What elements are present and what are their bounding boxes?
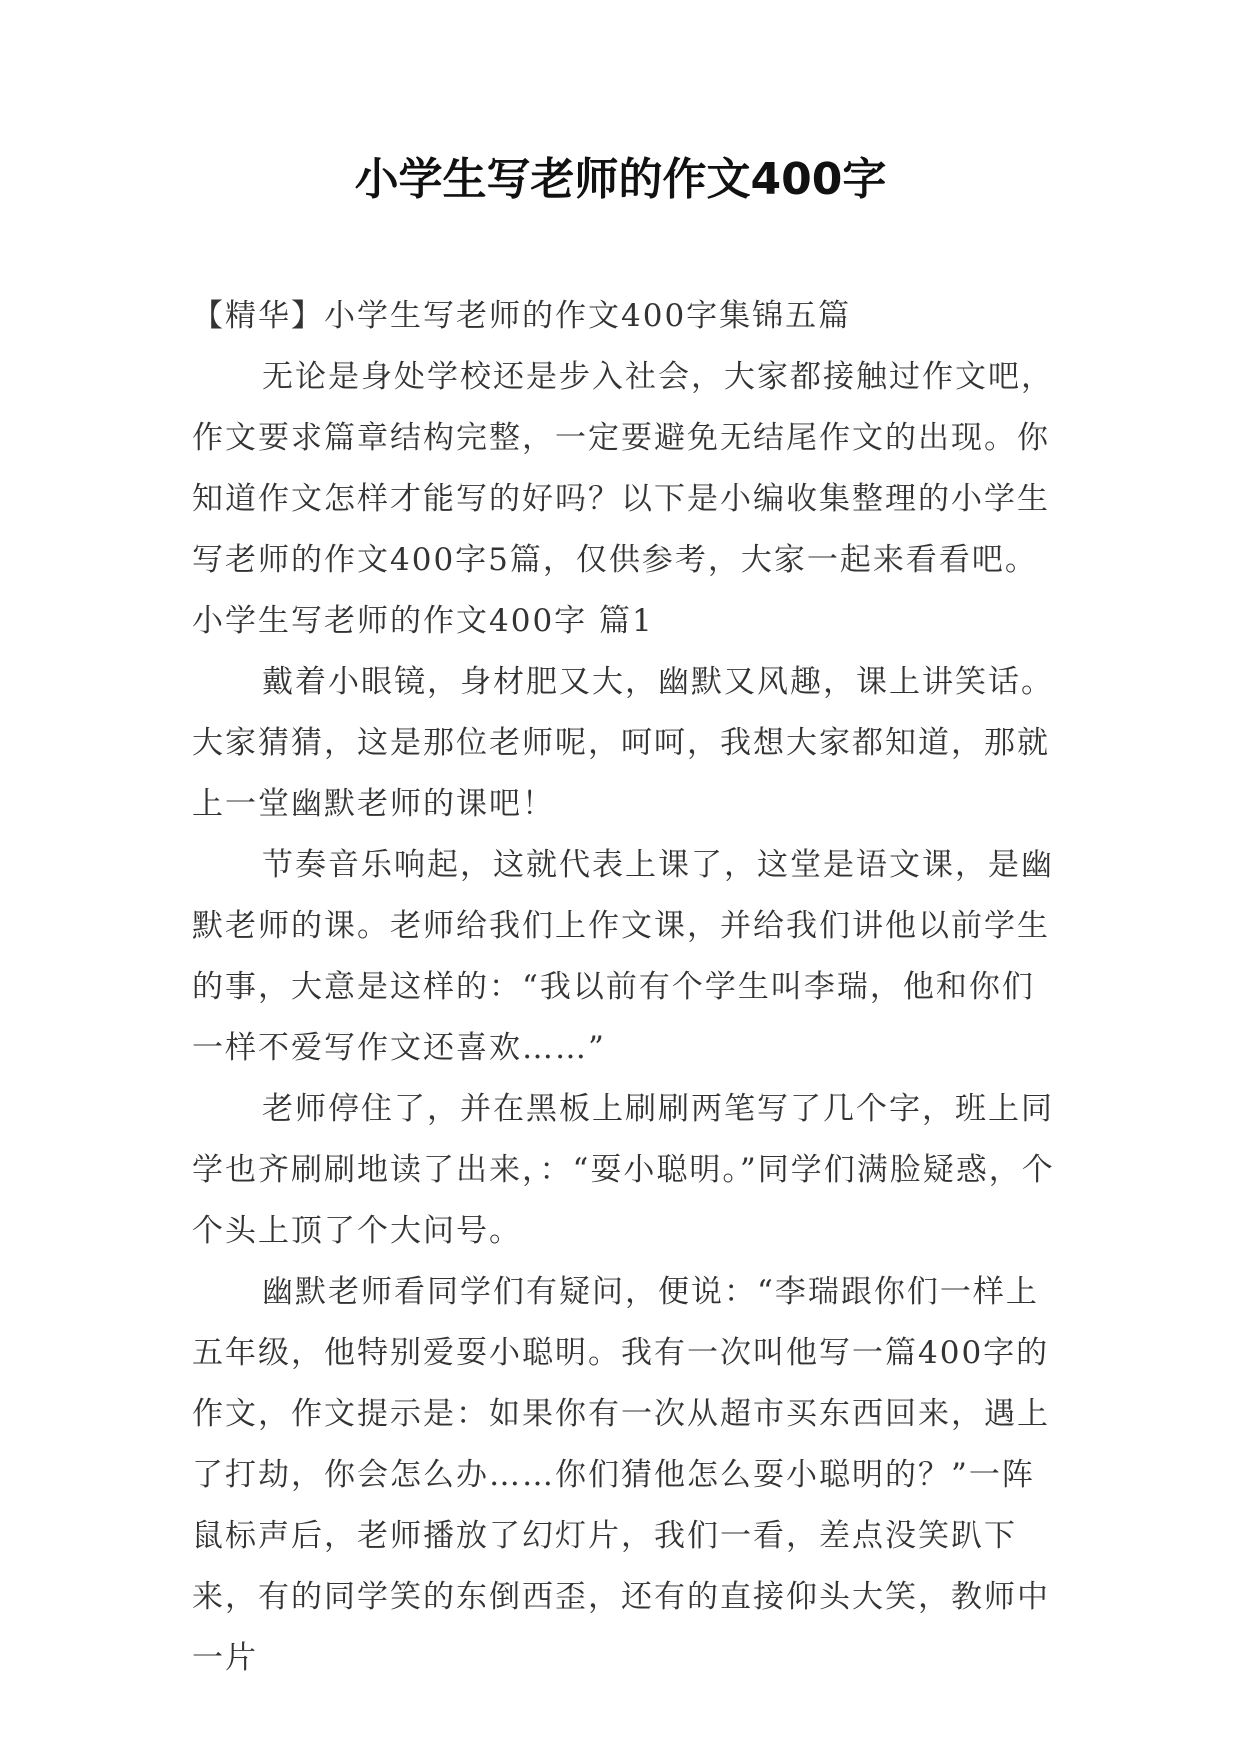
paragraph: 【精华】小学生写老师的作文400字集锦五篇 (192, 298, 852, 334)
paragraph: 幽默老师看同学们有疑问，便说：“李瑞跟你们一样上五年级，他特别爱耍小聪明。我有一次叫他写一篇400字的作文，作文提示是：如果你有一次从超市买东西回来，遇上了打劫，你会怎么办……你们猜他怎么耍小聪明的？”一阵鼠标声后，老师播放了幻灯片，我们一看，差点没笑趴下来，有的同学笑的东倒西歪，还有的直接仰头大笑，教师中一片 (192, 1274, 1050, 1676)
document-title: 小学生写老师的作文400字 (354, 154, 887, 205)
paragraph: 无论是身处学校还是步入社会，大家都接触过作文吧，作文要求篇章结构完整，一定要避免无结尾作文的出现。你知道作文怎样才能写的好吗？以下是小编收集整理的小学生写老师的作文400字5篇，仅供参考，大家一起来看看吧。 (192, 359, 1054, 578)
paragraph: 戴着小眼镜，身材肥又大，幽默又风趣，课上讲笑话。大家猜猜，这是那位老师呢，呵呵，我想大家都知道，那就上一堂幽默老师的课吧！ (192, 664, 1054, 822)
section-heading: 小学生写老师的作文400字 篇1 (192, 603, 654, 639)
paragraph: 节奏音乐响起，这就代表上课了，这堂是语文课，是幽默老师的课。老师给我们上作文课，并给我们讲他以前学生的事，大意是这样的：“我以前有个学生叫李瑞，他和你们一样不爱写作文还喜欢……” (192, 847, 1054, 1066)
document-body (192, 286, 1062, 1689)
paragraph: 老师停住了，并在黑板上刷刷两笔写了几个字，班上同学也齐刷刷地读了出来，：“耍小聪明。”同学们满脸疑惑，个个头上顶了个大问号。 (192, 1091, 1055, 1249)
